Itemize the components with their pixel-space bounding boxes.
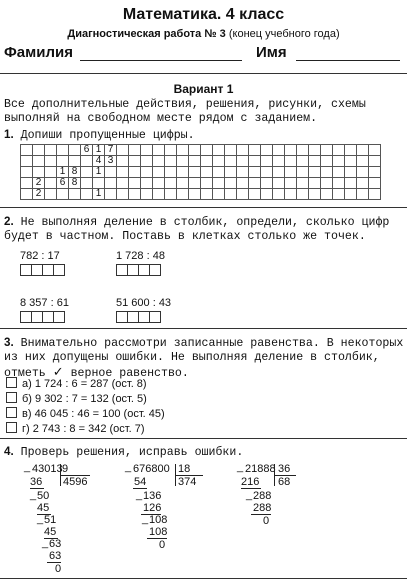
check-mark-icon: ✓ xyxy=(52,364,64,379)
task3-item-c-text: в) 46 045 : 46 = 100 (ост. 45) xyxy=(22,408,165,420)
div1-quotient: 4596 xyxy=(63,476,88,488)
div2-step-4: 108 xyxy=(149,514,168,526)
intro-text: Все дополнительные действия, решения, рисунки, схемы выполняй на свободном месте рядом с заданием. xyxy=(4,98,366,125)
div3-step-1: 216 xyxy=(241,476,260,488)
div2-step-5: 108 xyxy=(149,526,168,538)
div3-divisor: 36 xyxy=(278,463,291,475)
division-1: _ 43013 9 4596 36 _ 50 45 _ 51 45 _ 63 63 0 xyxy=(0,0,407,584)
task4-text: Проверь решения, исправь ошибки. xyxy=(20,446,244,459)
div1-divisor: 9 xyxy=(62,463,69,475)
grid-cell[interactable]: 1 xyxy=(93,189,105,200)
grid-cell[interactable]: 7 xyxy=(105,145,117,156)
task3-text-a: Внимательно рассмотри записанные равенства. В некоторых из них допущены ошибки. Не выполняя деление в столбик, xyxy=(4,337,404,364)
div2-step-6: 0 xyxy=(159,539,166,551)
division-2: _ 676800 18 374 54 _ 136 126 _ 108 108 0 xyxy=(0,0,407,584)
div2-divisor: 18 xyxy=(178,463,191,475)
div1-step-1: 36 xyxy=(30,476,43,488)
task2-expr-1: 782 : 17 xyxy=(20,250,60,262)
task3-item-d-text: г) 2 743 : 8 = 342 (ост. 7) xyxy=(22,423,145,435)
grid-cell[interactable]: 2 xyxy=(33,178,45,189)
div1-step-4: 51 xyxy=(44,514,57,526)
task3-text-b-post: верное равенство. xyxy=(63,367,189,380)
grid-cell[interactable]: 8 xyxy=(69,178,81,189)
task3-item-b-text: б) 9 302 : 7 = 132 (ост. 5) xyxy=(22,393,147,405)
task2-text: Не выполняя деление в столбик, определи, сколько цифр будет в частном. Поставь в клетках столько же точек. xyxy=(4,216,390,243)
grid-cell[interactable]: 3 xyxy=(105,156,117,167)
grid-cell[interactable]: 1 xyxy=(57,167,69,178)
subtitle-bold: Диагностическая работа № 3 xyxy=(67,28,226,40)
div2-step-2: 136 xyxy=(143,490,162,502)
bottom-separator xyxy=(0,578,407,579)
task2-expr-4: 51 600 : 43 xyxy=(116,297,172,309)
div1-step-8: 0 xyxy=(55,563,62,575)
grid-cell[interactable]: 6 xyxy=(81,145,93,156)
task4-number: 4. xyxy=(4,445,14,458)
div1-step-3: 45 xyxy=(37,502,50,514)
grid-cell[interactable]: 8 xyxy=(69,167,81,178)
task3-item-a-text: а) 1 724 : 6 = 287 (ост. 8) xyxy=(22,378,147,390)
division-3: _ 21888 36 68 216 _ 288 288 0 xyxy=(0,0,407,584)
task2-expr-3: 8 357 : 61 xyxy=(20,297,69,309)
div2-step-3: 126 xyxy=(143,502,162,514)
subtitle-rest: (конец учебного года) xyxy=(225,28,340,40)
surname-label: Фамилия xyxy=(4,44,73,61)
div1-step-5: 45 xyxy=(44,526,57,538)
name-label: Имя xyxy=(256,44,287,61)
grid-cell[interactable]: 4 xyxy=(93,156,105,167)
grid-cell[interactable]: 1 xyxy=(93,167,105,178)
task2-number: 2. xyxy=(4,215,14,228)
page-title: Математика. 4 класс xyxy=(122,6,285,23)
div1-step-2: 50 xyxy=(37,490,50,502)
task2-expr-2: 1 728 : 48 xyxy=(116,250,165,262)
div2-step-1: 54 xyxy=(134,476,147,488)
div2-quotient: 374 xyxy=(178,476,197,488)
grid-cell[interactable]: 2 xyxy=(33,189,45,200)
div3-step-4: 0 xyxy=(263,515,270,527)
div2-dividend: 676800 xyxy=(133,463,170,475)
div3-dividend: 21888 xyxy=(245,463,276,475)
task1-number: 1. xyxy=(4,128,14,141)
div3-step-3: 288 xyxy=(253,502,272,514)
task3-text-b-pre: отметь xyxy=(4,367,53,380)
variant-title: Вариант 1 xyxy=(173,82,234,96)
div3-quotient: 68 xyxy=(278,476,291,488)
div1-step-6: 63 xyxy=(49,538,62,550)
grid-cell[interactable]: 1 xyxy=(93,145,105,156)
div1-step-7: 63 xyxy=(49,550,62,562)
task3-number: 3. xyxy=(4,336,14,349)
div3-step-2: 288 xyxy=(253,490,272,502)
task1-text: Допиши пропущенные цифры. xyxy=(20,129,195,142)
div1-dividend: 43013 xyxy=(32,463,63,475)
grid-cell[interactable]: 6 xyxy=(57,178,69,189)
